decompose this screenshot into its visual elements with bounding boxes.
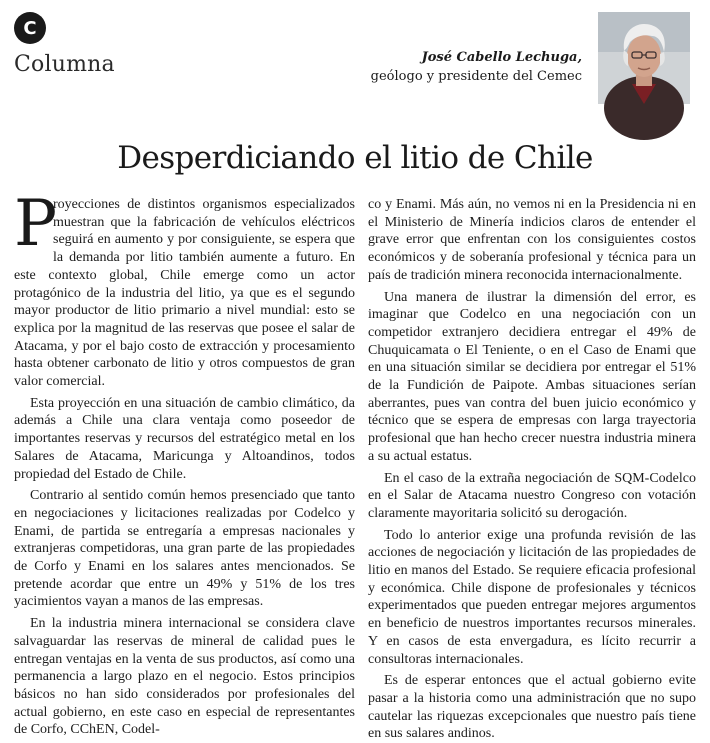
drop-cap: P xyxy=(14,187,58,261)
badge-letter: C xyxy=(23,17,37,39)
author-name: José Cabello Lechuga, xyxy=(421,50,582,65)
article-paragraph: Todo lo anterior exige una profunda revisión de las acciones de negociación y licitación de las propiedades de litio en manos del Estado. Se requiere eficacia profesional y económica. Chile dispone de profesionales y técnicos experimentados que pueden entregar mejores argumentos en beneficio de nuestros importantes recursos minerales. Y en casos de esta envergadura, es lícito recurrir a consultoras internacionales. xyxy=(368,527,696,667)
author-byline xyxy=(371,48,582,86)
article-paragraph: En la industria minera internacional se considera clave salvaguardar las reservas de mineral de calidad pues le entregan ventajas en la venta de sus productos, así como una permanencia a largo plazo en el negocio. Estos principios básicos no han sido considerados por profesionales del actual gobierno, en este caso en especial de representantes de Corfo, CChEN, Codel- xyxy=(14,616,355,738)
article-column-left xyxy=(14,187,355,739)
article-paragraph: Esta proyección en una situación de cambio climático, da además a Chile una clara ventaja como poseedor de importantes reservas y recursos del estratégico metal en los Salares de Atacama, Maricunga y Altoandinos, todos propiedad del Estado de Chile. xyxy=(14,395,355,482)
article-paragraph: Una manera de ilustrar la dimensión del error, es imaginar que Codelco en una negociación con un competidor extranjero decidiera entregar el 49% de Chuquicamata o El Teniente, o en el Caso de Enami que en una situación similar se decidiera por entregar el 51% de la Fundición de Paipote. Ambas situaciones serían aberrantes, pues van contra del buen juicio económico y técnico que se espera de empresas con larga trayectoria profesional que han hecho crecer nuestra industria minera a su actual estatus. xyxy=(368,289,696,464)
author-portrait-image xyxy=(598,12,690,104)
column-badge xyxy=(14,12,46,44)
author-photo xyxy=(598,12,690,104)
article-paragraph: Es de esperar entonces que el actual gobierno evite pasar a la historia como una administración que no supo cautelar las riquezas excepcionales que nuestro país tiene en sus salares andinos. xyxy=(368,673,696,742)
article-column-right xyxy=(368,196,696,743)
article-paragraph: En el caso de la extraña negociación de SQM-Codelco en el Salar de Atacama nuestro Congreso con votación claramente mayoritaria solicitó su derogación. xyxy=(368,470,696,521)
article-paragraph: co y Enami. Más aún, no vemos ni en la Presidencia ni en el Ministerio de Minería indicios claros de entender el grave error que enfrentan con los consiguientes costos económicos y de soberanía profesional y técnica para un país de tradición minera reconocida internacionalmente. xyxy=(368,197,696,283)
article-paragraph: Contrario al sentido común hemos presenciado que tanto en negociaciones y licitaciones realizadas por Codelco y Enami, de partida se entregaría a empresas nacionales y extranjeras competidoras, una gran parte de las propiedades de Corfo y Enami en los salares antes mencionados. Se pretende acordar que entre un 49% y 51% de los tres yacimientos vayan a manos de las empresas. xyxy=(14,488,355,610)
article-paragraph: P royecciones de distintos organismos especializados muestran que la fabricación de vehículos eléctricos seguirá en aumento y por consiguiente, se espera que la demanda por litio también aumente a futuro. En este contexto global, Chile emerge como un actor protagónico de la industria del litio, ya que es el segundo mayor productor de litio primario a nivel mundial: esto se explica por la magnitud de las reservas que posee el salar de Atacama, y por el bajo costo de extracción y procesamiento hasta obtener carbonato de litio y otros compuestos de gran valor comercial. xyxy=(14,187,355,390)
section-label: Columna xyxy=(14,52,115,77)
article-title: Desperdiciando el litio de Chile xyxy=(117,140,593,176)
author-role: geólogo y presidente del Cemec xyxy=(370,69,582,84)
